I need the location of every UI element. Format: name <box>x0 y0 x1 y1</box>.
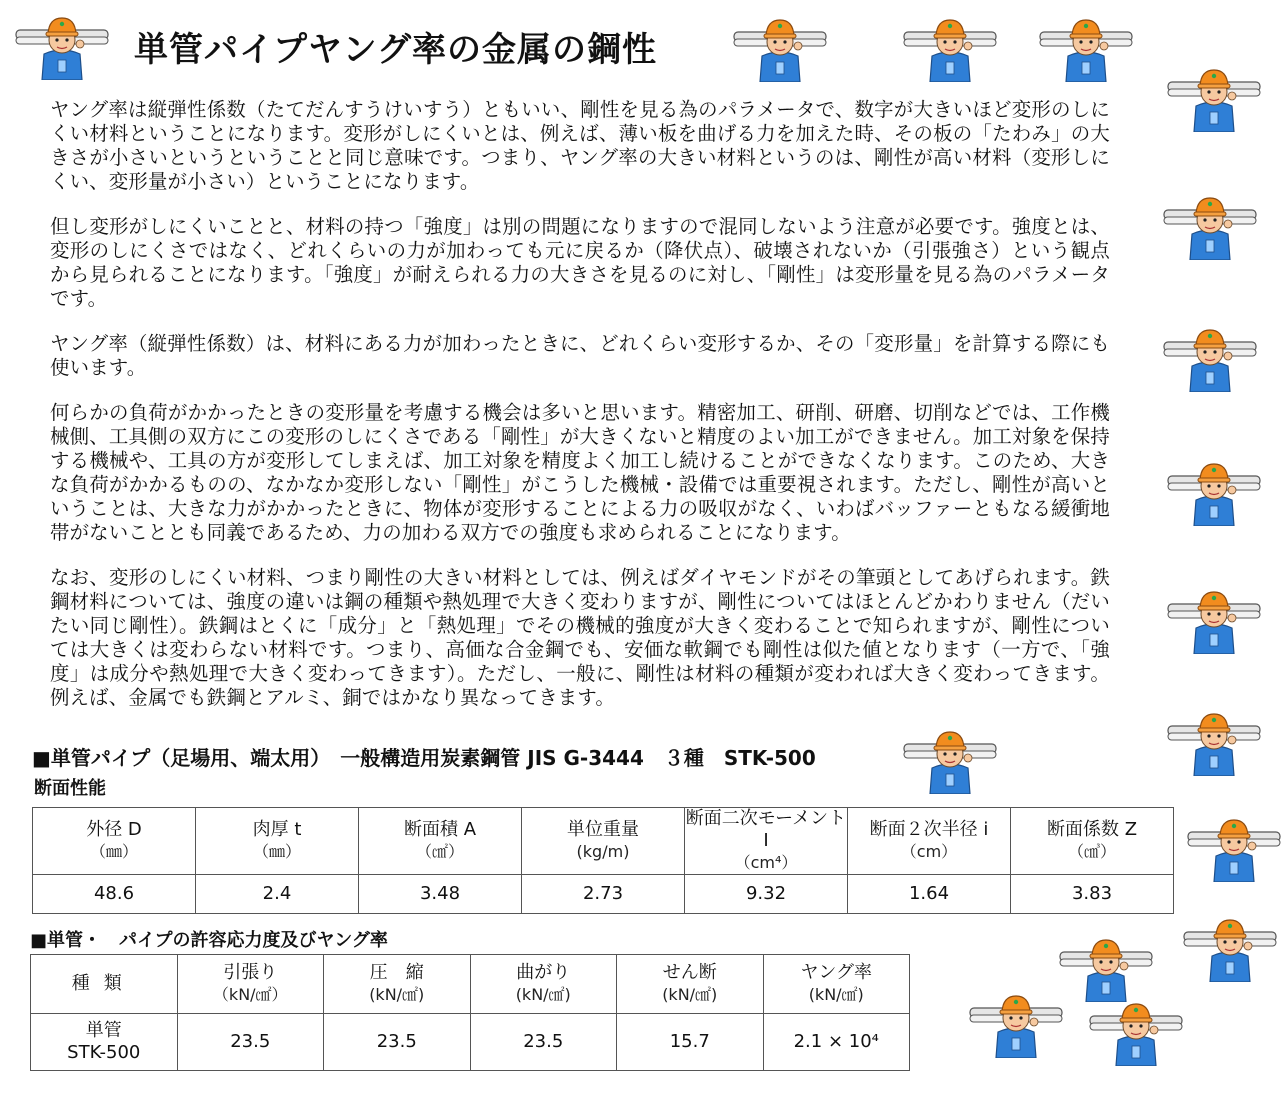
table-cell: 3.48 <box>359 875 522 914</box>
table-cell: 48.6 <box>33 875 196 914</box>
table-header-cell: 引張り （kN/㎠） <box>177 955 324 1014</box>
worker-carrying-pipe-icon <box>1166 584 1262 654</box>
table-header-row <box>31 955 910 1014</box>
worker-carrying-pipe-icon <box>732 12 828 82</box>
paragraph: 何らかの負荷がかかったときの変形量を考慮する機会は多いと思います。精密加工、研削、研磨、切削などでは、工作機械側、工具側の双方にこの変形のしにくさである「剛性」が大きくないと精度のよい加工ができません。加工対象を保持する機械や、工具の方が変形してしまえば、加工対象を精度よく加工し続けることができなくなります。このため、大きな負荷がかかるものの、なかなか変形しない「剛性」がこうした機械・設備では重要視されます。ただし、剛性が高いということは、大きな力がかかったときに、物体が変形することによる力の吸収がなく、いわばバッファーともなる緩衝地帯がないこととも同義であるため、力の加わる双方での強度も求められることになります。 <box>50 401 1110 544</box>
worker-carrying-pipe-icon <box>1186 812 1282 882</box>
worker-carrying-pipe-icon <box>1162 322 1258 392</box>
worker-carrying-pipe-icon <box>1058 932 1154 1002</box>
paragraph: ヤング率は縦弾性係数（たてだんすうけいすう）ともいい、剛性を見る為のパラメータで、数字が大きいほど変形のしにくい材料ということになります。変形がしにくいとは、例えば、薄い板を曲げる力を加えた時、その板の「たわみ」の大きさが小さいというということと同じ意味です。つまり、ヤング率の大きい材料というのは、剛性が高い材料（変形しにくい、変形量が小さい）ということになります。 <box>50 98 1110 193</box>
table-header-cell: 種類 <box>31 955 178 1014</box>
article-body <box>50 98 1110 731</box>
table-header-cell: 肉厚 t （㎜） <box>196 808 359 875</box>
table-header-cell: ヤング率 (kN/㎠) <box>763 955 910 1014</box>
table-header-row <box>33 808 1174 875</box>
table-cell: 23.5 <box>470 1014 617 1071</box>
table-row <box>33 875 1174 914</box>
section-heading-pipe-spec: ■単管パイプ（足場用、端太用） 一般構造用炭素鋼管 JIS G-3444 ３種 STK-500 <box>32 746 816 770</box>
table-header-cell: 断面二次モーメントI （cm⁴） <box>685 808 848 875</box>
allowable-stress-table <box>30 954 910 1071</box>
worker-carrying-pipe-icon <box>1166 456 1262 526</box>
table-header-cell: 圧 縮 (kN/㎠) <box>324 955 471 1014</box>
page-title: 単管パイプヤング率の金属の鋼性 <box>134 30 657 70</box>
table-cell: 23.5 <box>324 1014 471 1071</box>
worker-carrying-pipe-icon <box>1038 12 1134 82</box>
worker-carrying-pipe-icon <box>1166 62 1262 132</box>
paragraph: ヤング率（縦弾性係数）は、材料にある力が加わったときに、どれくらい変形するか、その「変形量」を計算する際にも使います。 <box>50 332 1110 379</box>
worker-carrying-pipe-icon <box>14 10 110 80</box>
table-header-cell: 断面係数 Z （㎤） <box>1011 808 1174 875</box>
table-cell: 2.4 <box>196 875 359 914</box>
section-subheading-section-properties: 断面性能 <box>34 778 106 799</box>
table-cell: 2.73 <box>522 875 685 914</box>
worker-carrying-pipe-icon <box>1166 706 1262 776</box>
worker-carrying-pipe-icon <box>1162 190 1258 260</box>
worker-carrying-pipe-icon <box>902 12 998 82</box>
table-cell: 23.5 <box>177 1014 324 1071</box>
paragraph: 但し変形がしにくいことと、材料の持つ「強度」は別の問題になりますので混同しないよう注意が必要です。強度とは、変形のしにくさではなく、どれくらいの力が加わっても元に戻るか（降伏点）、破壊されないか（引張強さ）という観点から見られることになります。「強度」が耐えられる力の大きさを見るのに対し、「剛性」は変形量を見る為のパラメータです。 <box>50 215 1110 310</box>
worker-carrying-pipe-icon <box>968 988 1064 1058</box>
section-properties-table <box>32 807 1174 914</box>
table-row <box>31 1014 910 1071</box>
table-cell: 1.64 <box>848 875 1011 914</box>
table-cell: 2.1 × 10⁴ <box>763 1014 910 1071</box>
paragraph: なお、変形のしにくい材料、つまり剛性の大きい材料としては、例えばダイヤモンドがその筆頭としてあげられます。鉄鋼材料については、強度の違いは鋼の種類や熱処理で大きく変わりますが、剛性についてはほとんどかわりません（だいたい同じ剛性）。鉄鋼はとくに「成分」と「熱処理」でその機械的強度が大きく変わることで知られますが、剛性については大きくは変わらない材料です。つまり、高価な合金鋼でも、安価な軟鋼でも剛性は似た値となります（一方で、「強度」は成分や熱処理で大きく変わってきます）。ただし、一般に、剛性は材料の種類が変われば大きく変わってきます。例えば、金属でも鉄鋼とアルミ、銅ではかなり異なってきます。 <box>50 566 1110 709</box>
table-header-cell: せん断 (kN/㎠) <box>617 955 764 1014</box>
worker-carrying-pipe-icon <box>1182 912 1278 982</box>
worker-carrying-pipe-icon <box>1088 996 1184 1066</box>
table-cell: 9.32 <box>685 875 848 914</box>
table-header-cell: 単位重量 (kg/m) <box>522 808 685 875</box>
table-header-cell: 断面２次半径 i （cm） <box>848 808 1011 875</box>
table-header-cell: 断面積 A （㎠） <box>359 808 522 875</box>
section-heading-allowable-stress: ■単管・ パイプの許容応力度及びヤング率 <box>30 930 388 951</box>
table-cell: 15.7 <box>617 1014 764 1071</box>
table-header-cell: 曲がり (kN/㎠) <box>470 955 617 1014</box>
table-cell: 3.83 <box>1011 875 1174 914</box>
worker-carrying-pipe-icon <box>902 724 998 794</box>
table-header-cell: 外径 D （㎜） <box>33 808 196 875</box>
table-row-label: 単管 STK-500 <box>31 1014 178 1071</box>
